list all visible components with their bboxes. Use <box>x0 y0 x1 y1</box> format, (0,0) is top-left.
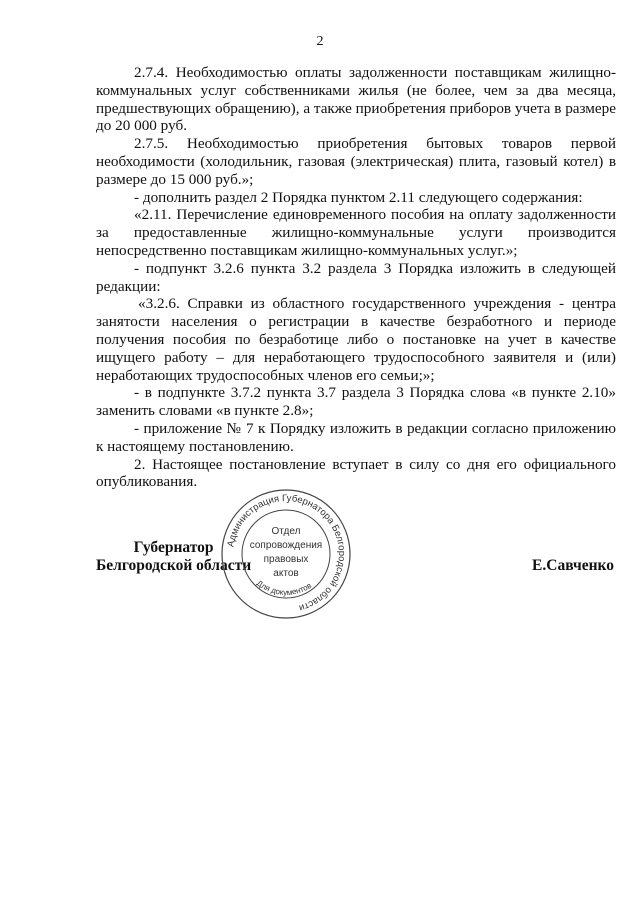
stamp-inner-line-2: сопровождения <box>249 540 323 551</box>
paragraph-3-2-6-text: «3.2.6. Справки из областного государственного учреждения - центра занятости населения о регистрации в качестве безработного и периоде получения пособия по безработице либо о постановке на учет в качестве ищущего работу – для неработающего трудоспособного заявителя и (или) неработающих трудоспособных членов его семьи;»; <box>96 295 616 384</box>
stamp-seal-icon <box>218 486 354 622</box>
paragraph-add-2-11: - дополнить раздел 2 Порядка пунктом 2.11 следующего содержания: <box>134 188 583 206</box>
signatory-name: Е.Савченко <box>532 557 614 574</box>
stamp-inner-line-4: актов <box>273 568 299 579</box>
paragraph-effective-date: 2. Настоящее постановление вступает в силу со дня его официального опубликования. <box>96 455 616 491</box>
signatory-title-line1: Губернатор <box>133 539 214 556</box>
stamp-inner-line-3: правовых <box>263 554 309 565</box>
paragraph-3-2-6-intro: - подпункт 3.2.6 пункта 3.2 раздела 3 Порядка изложить в следующей редакции: <box>96 259 616 295</box>
paragraph-appendix-7: - приложение № 7 к Порядку изложить в редакции согласно приложению к настоящему постановлению. <box>96 419 616 455</box>
paragraph-2-11-text: «2.11. Перечисление единовременного пособия на оплату задолженности за предоставленные жилищно-коммунальные услуги производится непосредственно поставщикам жилищно-коммунальных услуг.»; <box>96 206 616 259</box>
stamp-inner-line-1: Отдел <box>271 526 301 537</box>
document-body <box>96 64 616 491</box>
stamp-outer-text: Администрация Губернатора Белгородской области <box>225 492 348 614</box>
official-stamp <box>218 486 354 622</box>
signatory-title-line2: Белгородской области <box>96 557 252 574</box>
page-number: 2 <box>316 34 324 49</box>
paragraph-3-7-2: - в подпункте 3.7.2 пункта 3.7 раздела 3 Порядка слова «в пункте 2.10» заменить словами «в пункте 2.8»; <box>96 384 616 420</box>
paragraph-2-7-5: 2.7.5. Необходимостью приобретения бытовых товаров первой необходимости (холодильник, газовая (электрическая) плита, газовый котел) в размере до 15 000 руб.»; <box>96 135 616 188</box>
stamp-bottom-text: Для документов <box>254 578 314 598</box>
paragraph-2-7-4: 2.7.4. Необходимостью оплаты задолженности поставщикам жилищно-коммунальных услуг собственниками жилья (не более, чем за два месяца, предшествующих обращению), а также приобретения приборов учета в размере до 20 000 руб. <box>96 64 616 135</box>
